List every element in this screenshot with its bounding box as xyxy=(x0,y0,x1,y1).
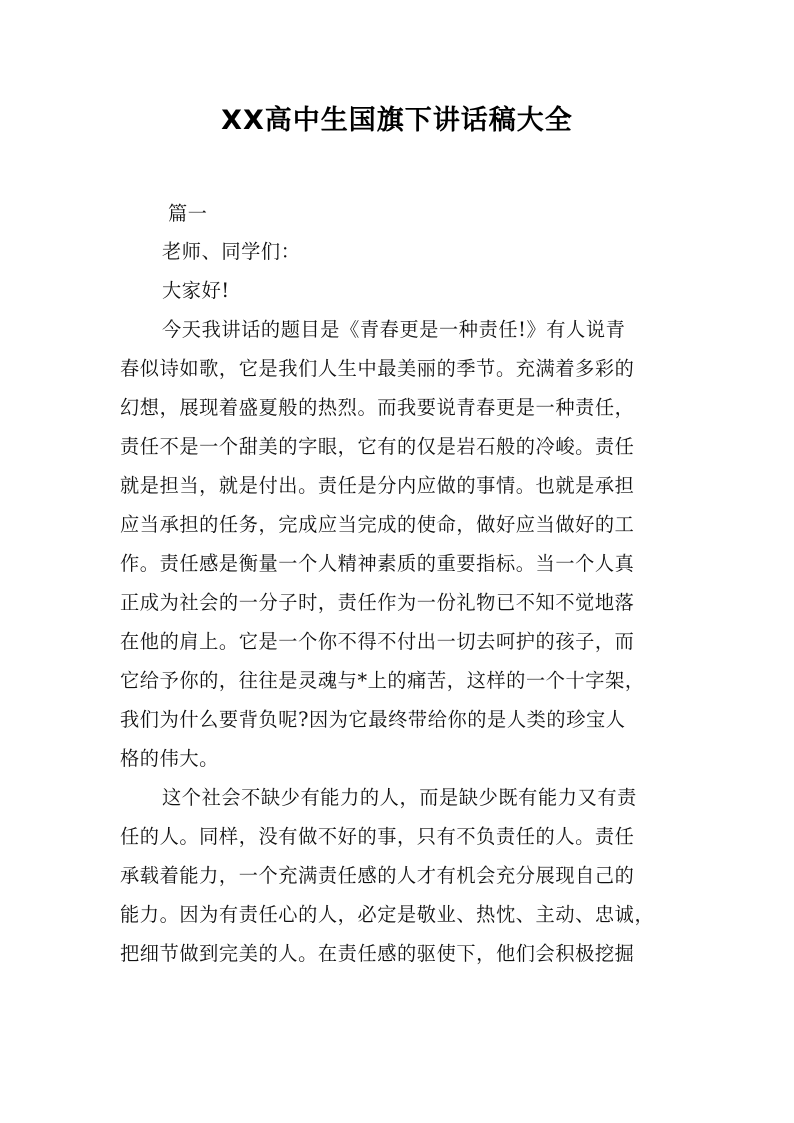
paragraph-line: 承载着能力，一个充满责任感的人才有机会充分展现自己的 xyxy=(120,864,635,887)
paragraph-line: 责任不是一个甜美的字眼，它有的仅是岩石般的冷峻。责任 xyxy=(120,435,635,458)
paragraph-line: 格的伟大。 xyxy=(120,747,219,770)
paragraph-line: 今天我讲话的题目是《青春更是一种责任!》有人说青 xyxy=(162,318,626,341)
paragraph-line: 幻想，展现着盛夏般的热烈。而我要说青春更是一种责任， xyxy=(120,396,635,419)
paragraph-line: 作。责任感是衡量一个人精神素质的重要指标。当一个人真 xyxy=(120,552,635,575)
paragraph-line: 在他的肩上。它是一个你不得不付出一切去呵护的孩子，而 xyxy=(120,630,635,653)
paragraph-line: 就是担当，就是付出。责任是分内应做的事情。也就是承担 xyxy=(120,474,635,497)
salutation: 老师、同学们： xyxy=(162,240,301,263)
paragraph-line: 正成为社会的一分子时，责任作为一份礼物已不知不觉地落 xyxy=(120,591,635,614)
paragraph-line: 应当承担的任务，完成应当完成的使命，做好应当做好的工 xyxy=(120,513,635,536)
document-title: XX高中生国旗下讲话稿大全 xyxy=(221,105,573,136)
paragraph-line: 这个社会不缺少有能力的人，而是缺少既有能力又有责 xyxy=(162,786,637,809)
greeting: 大家好! xyxy=(162,279,230,302)
paragraph-line: 春似诗如歌，它是我们人生中最美丽的季节。充满着多彩的 xyxy=(120,357,635,380)
paragraph-line: 它给予你的，往往是灵魂与*上的痛苦，这样的一个十字架， xyxy=(120,669,645,692)
paragraph-line: 任的人。同样，没有做不好的事，只有不负责任的人。责任 xyxy=(120,825,635,848)
paragraph-line: 能力。因为有责任心的人，必定是敬业、热忱、主动、忠诚， xyxy=(120,903,655,926)
section-heading: 篇一 xyxy=(168,202,208,225)
paragraph-line: 把细节做到完美的人。在责任感的驱使下，他们会积极挖掘 xyxy=(120,942,635,965)
paragraph-line: 我们为什么要背负呢?因为它最终带给你的是人类的珍宝人 xyxy=(120,708,626,731)
